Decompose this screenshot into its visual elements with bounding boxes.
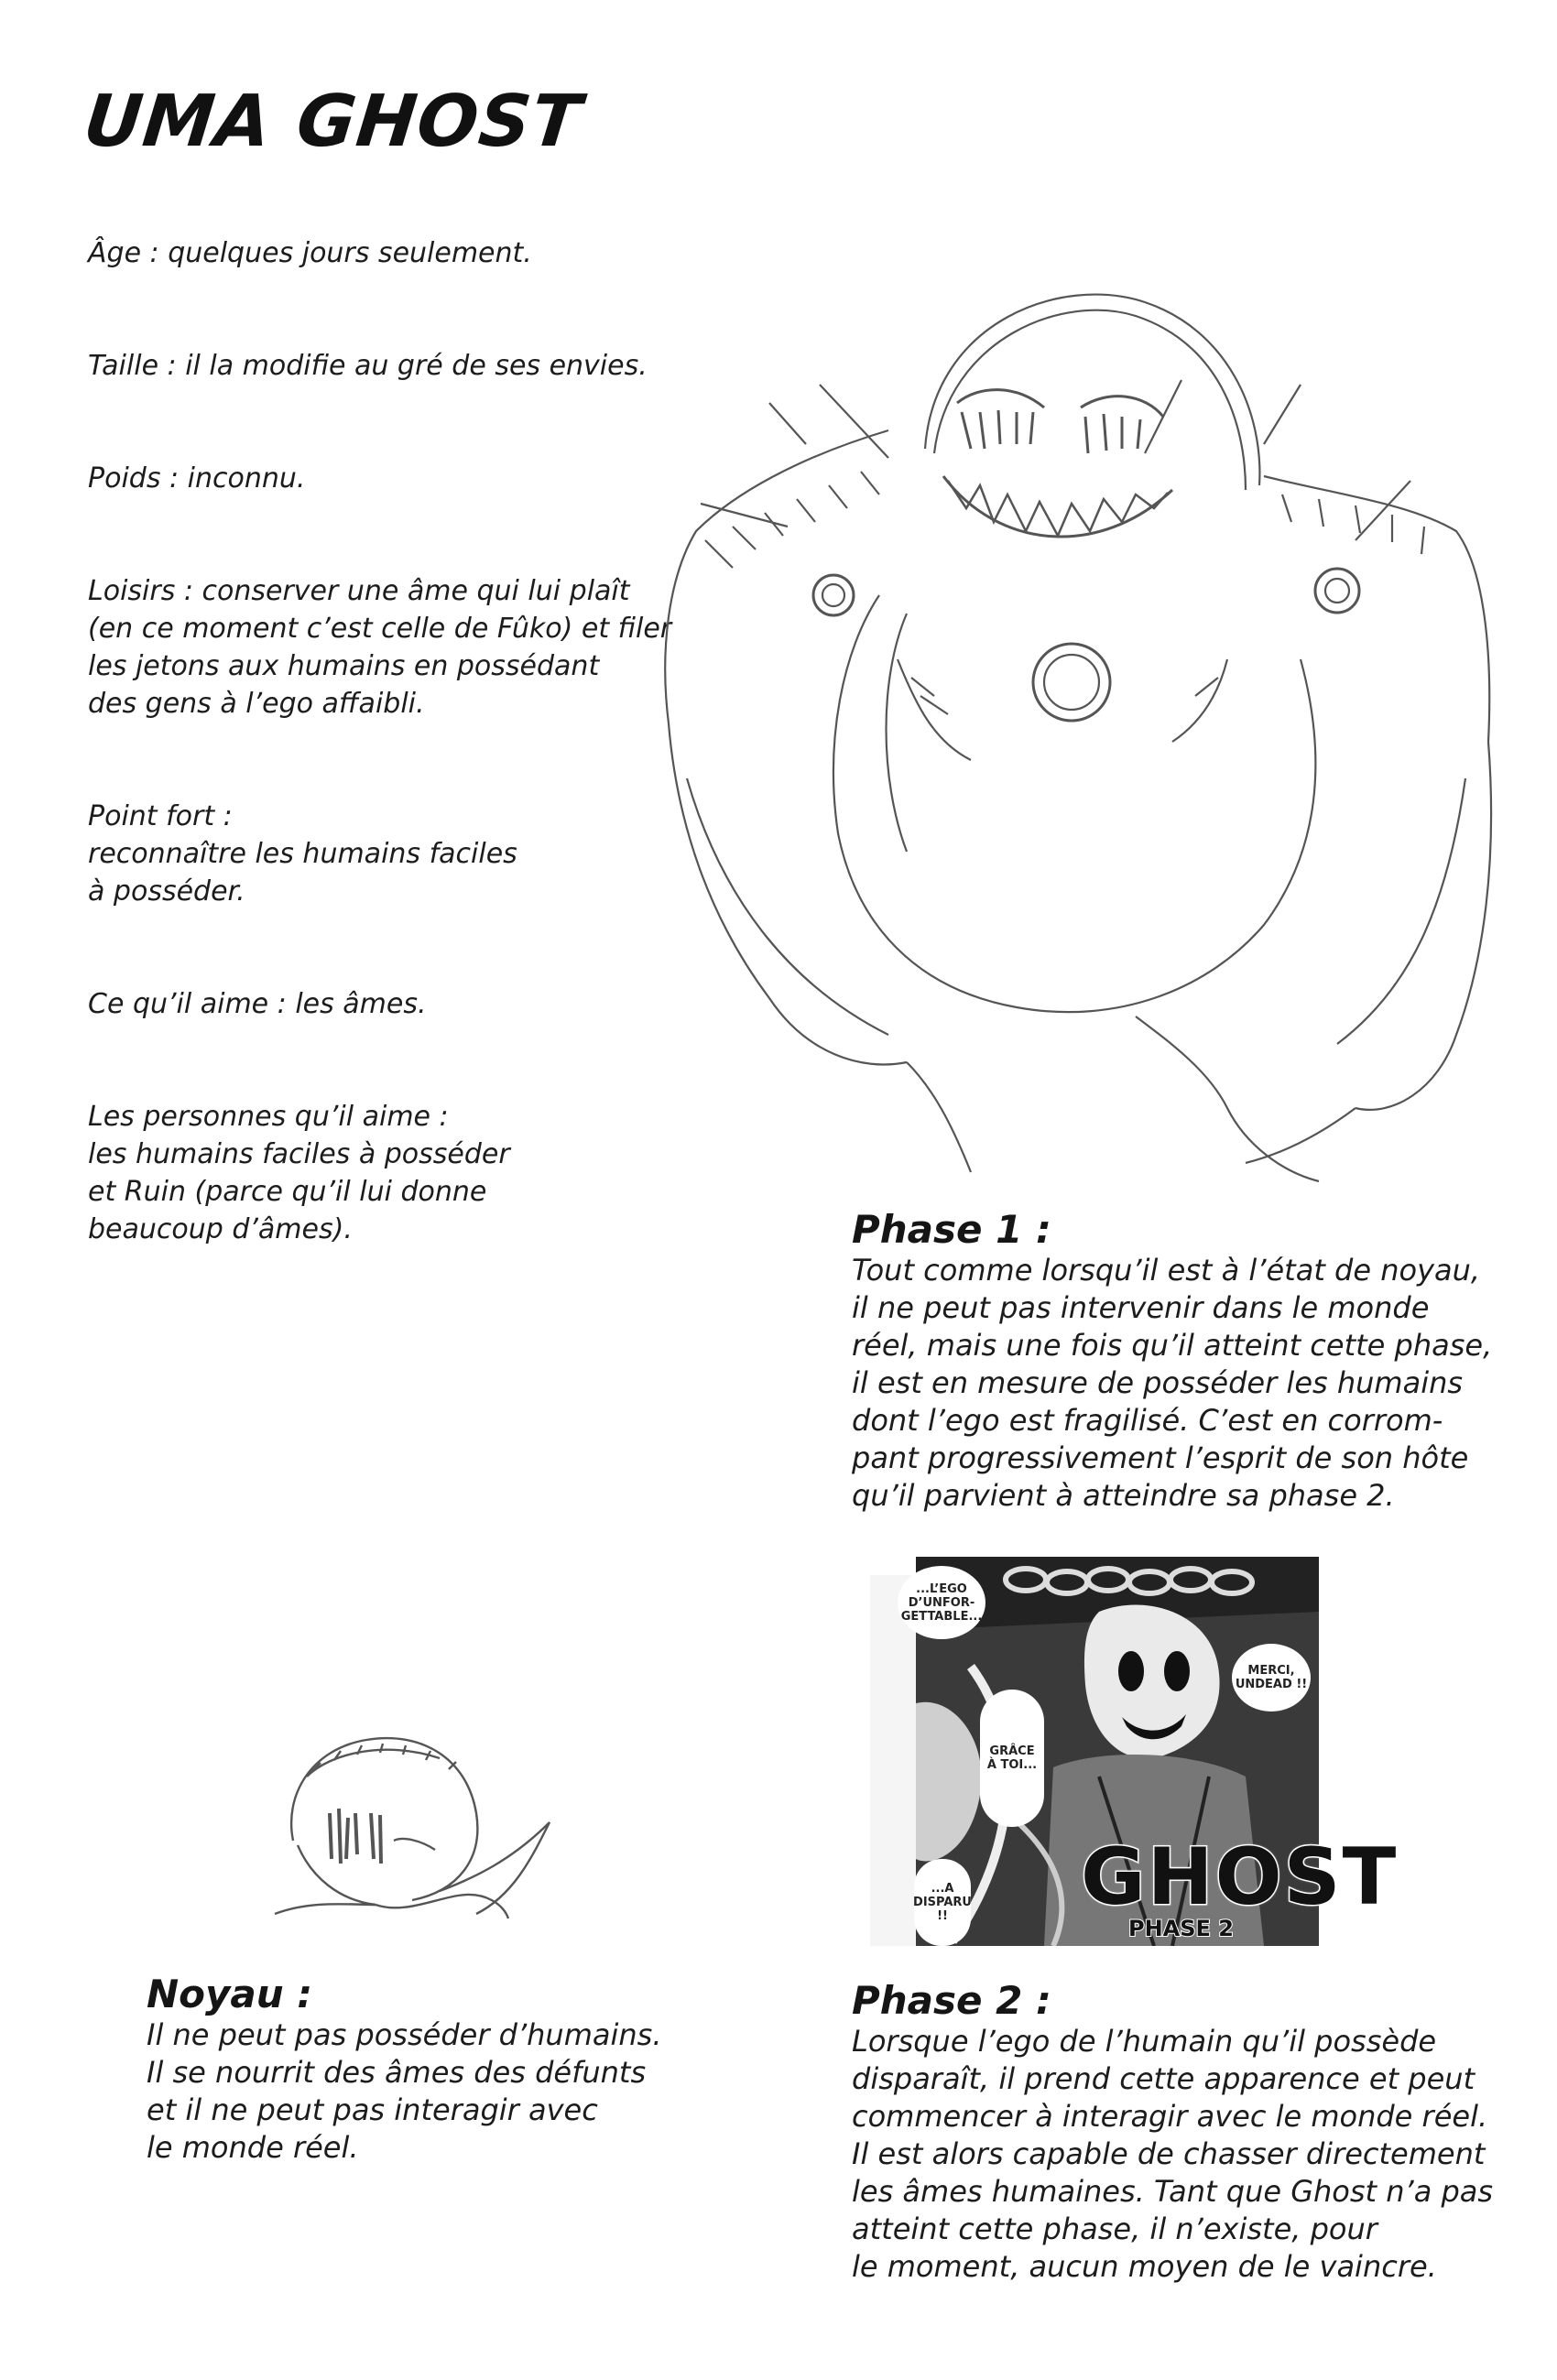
phase2-title: Phase 2 : — [852, 1978, 1051, 2023]
bubble-merci: MERCI, UNDEAD !! — [1232, 1644, 1311, 1712]
phase2-body: Lorsque l’ego de l’humain qu’il possède disparaît, il prend cette apparence et peut commencer à interagir avec le monde réel. Il est alors capable de chasser directement les âmes humaines. Tant que Ghost n’a pas atteint cette phase, il n’existe, pour le moment, aucun moyen de le vaincre. — [852, 2024, 1494, 2284]
profile-size: Taille : il la modifie au gré de ses envies. — [88, 350, 648, 382]
profile-age: Âge : quelques jours seulement. — [88, 237, 532, 269]
noyau-body: Il ne peut pas posséder d’humains. Il se nourrit des âmes des défunts et il ne peut pas interagir avec le monde réel. — [147, 2017, 662, 2165]
noyau-sketch — [256, 1722, 568, 1932]
phase1-title: Phase 1 : — [852, 1207, 1051, 1252]
profile-liked-people: Les personnes qu’il aime : les humains faciles à posséder et Ruin (parce qu’il lui donne beaucoup d’âmes). — [88, 1101, 510, 1245]
panel-phase-logo: PHASE 2 — [1128, 1916, 1234, 1941]
noyau-title: Noyau : — [147, 1972, 313, 2016]
noyau-section — [147, 1972, 696, 2167]
profile-strength: Point fort : reconnaître les humains faciles à posséder. — [88, 800, 517, 907]
bubble-disparu: ...A DISPARU !! — [914, 1859, 971, 1946]
phase2-section — [852, 1978, 1530, 2286]
bubble-grace: GRÂCE À TOI... — [980, 1690, 1044, 1827]
profile-likes: Ce qu’il aime : les âmes. — [88, 988, 427, 1020]
panel-ghost-logo: GHOST — [1081, 1831, 1399, 1923]
phase1-body: Tout comme lorsqu’il est à l’état de noyau, il ne peut pas intervenir dans le monde réel, mais une fois qu’il atteint cette phase, il est en mesure de posséder les humains dont l’ego est fragilisé. C’est en corrom- pant progressivement l’esprit de son hôte qu’il parvient à atteindre sa phase 2. — [852, 1253, 1493, 1513]
profile-hobbies: Loisirs : conserver une âme qui lui plaît (en ce moment c’est celle de Fûko) et filer les jetons aux humains en possédant des gens à l’ego affaibli. — [88, 575, 672, 720]
phase1-section — [852, 1207, 1530, 1515]
manga-panel — [900, 1557, 1399, 1946]
page-title: UMA GHOST — [80, 81, 586, 163]
bubble-ego: ...L’EGO D’UNFOR- GETTABLE... — [898, 1566, 985, 1639]
profile-weight: Poids : inconnu. — [88, 462, 306, 494]
phase1-ghost-sketch — [586, 266, 1539, 1200]
